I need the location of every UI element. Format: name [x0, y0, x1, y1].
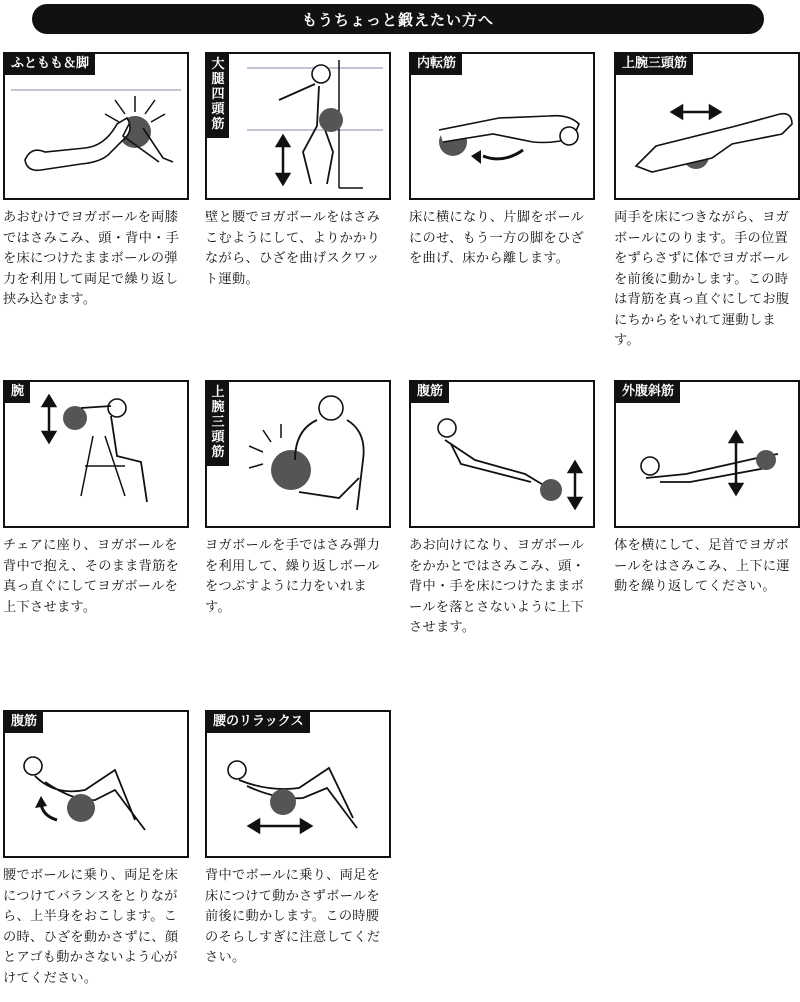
exercise-illustration — [207, 382, 389, 526]
exercise-label: 外腹斜筋 — [616, 382, 680, 403]
exercise-illustration-frame — [3, 52, 189, 200]
exercise-description: チェアに座り、ヨガボールを背中で抱え、そのまま背筋を真っ直ぐにしてヨガボールを上下させます。 — [3, 538, 180, 615]
exercise-illustration — [207, 712, 389, 856]
yoga-ball-icon — [756, 450, 776, 470]
exercise-label: 上腕三頭筋 — [207, 382, 229, 466]
exercise-illustration — [616, 54, 798, 198]
exercise-illustration — [5, 382, 187, 526]
yoga-ball-icon — [63, 406, 87, 430]
exercise-description: 壁と腰でヨガボールをはさみこむようにして、よりかかりながら、ひざを曲げスクワット運動。 — [205, 210, 381, 287]
exercise-illustration-frame — [3, 380, 189, 528]
exercise-illustration-frame — [205, 52, 391, 200]
exercise-label: 腹筋 — [5, 712, 43, 733]
yoga-ball-icon — [540, 479, 562, 501]
exercise-description: あお向けになり、ヨガボールをかかとではさみこみ、頭・背中・手を床につけたままボールを落とさないように上下させます。 — [409, 538, 586, 635]
exercise-description: 両手を床につきながら、ヨガボールにのります。手の位置をずらさずに体でヨガボールを前後に動かします。この時は背筋を真っ直ぐにしてお腹にちからをいれて運動します。 — [614, 210, 790, 348]
exercise-description: 腰でボールに乗り、両足を床につけてバランスをとりながら、上半身をおこします。この時、ひざを動かさずに、顔とアゴも動かさないよう心がけてください。 — [3, 868, 179, 986]
left-right-arrow-icon — [672, 106, 720, 118]
up-down-arrow-icon — [569, 462, 581, 508]
exercise-label: 腕 — [5, 382, 30, 403]
yoga-ball-icon — [270, 789, 296, 815]
exercise-description: 床に横になり、片脚をボールにのせ、もう一方の脚をひざを曲げ、床から離します。 — [409, 210, 585, 266]
exercise-description: 体を横にして、足首でヨガボールをはさみこみ、上下に運動を繰り返してください。 — [614, 538, 790, 594]
up-down-arrow-icon — [43, 396, 55, 442]
curved-arrow-icon — [471, 150, 481, 164]
exercise-illustration — [207, 54, 389, 198]
exercise-description: ヨガボールを手ではさみ弾力を利用して、繰り返しボールをつぶすように力をいれます。 — [205, 538, 381, 615]
yoga-ball-icon — [319, 108, 343, 132]
yoga-ball-icon — [67, 794, 95, 822]
exercise-label: 腹筋 — [411, 382, 449, 403]
page-title-banner — [32, 4, 764, 34]
page-title: もうちょっと鍛えたい方へ — [301, 10, 494, 29]
exercise-illustration-frame — [614, 52, 800, 200]
exercise-label: 上腕三頭筋 — [616, 54, 693, 75]
exercise-label: 腰のリラックス — [207, 712, 310, 733]
exercise-illustration-frame — [205, 710, 391, 858]
exercise-label: 内転筋 — [411, 54, 462, 75]
exercise-illustration-frame — [614, 380, 800, 528]
exercise-description: あおむけでヨガボールを両膝ではさみこみ、頭・背中・手を床につけたままボールの弾力を利用して両足で繰り返し挟み込むます。 — [3, 210, 180, 307]
yoga-ball-icon — [271, 450, 311, 490]
exercise-label: 大腿四頭筋 — [207, 54, 229, 138]
exercise-illustration — [5, 712, 187, 856]
exercise-illustration — [616, 382, 798, 526]
exercise-illustration-frame — [409, 52, 595, 200]
exercise-illustration-frame — [3, 710, 189, 858]
exercise-label: ふともも＆脚 — [5, 54, 95, 75]
exercise-illustration-frame — [409, 380, 595, 528]
exercise-illustration — [411, 382, 593, 526]
exercise-illustration — [5, 54, 187, 198]
left-right-arrow-icon — [249, 820, 311, 832]
exercise-description: 背中でボールに乗り、両足を床につけて動かさずボールを前後に動かします。この時腰のそらしすぎに注意してください。 — [205, 868, 381, 965]
exercise-illustration-frame — [205, 380, 391, 528]
exercise-illustration — [411, 54, 593, 198]
up-down-arrow-icon — [277, 136, 289, 184]
